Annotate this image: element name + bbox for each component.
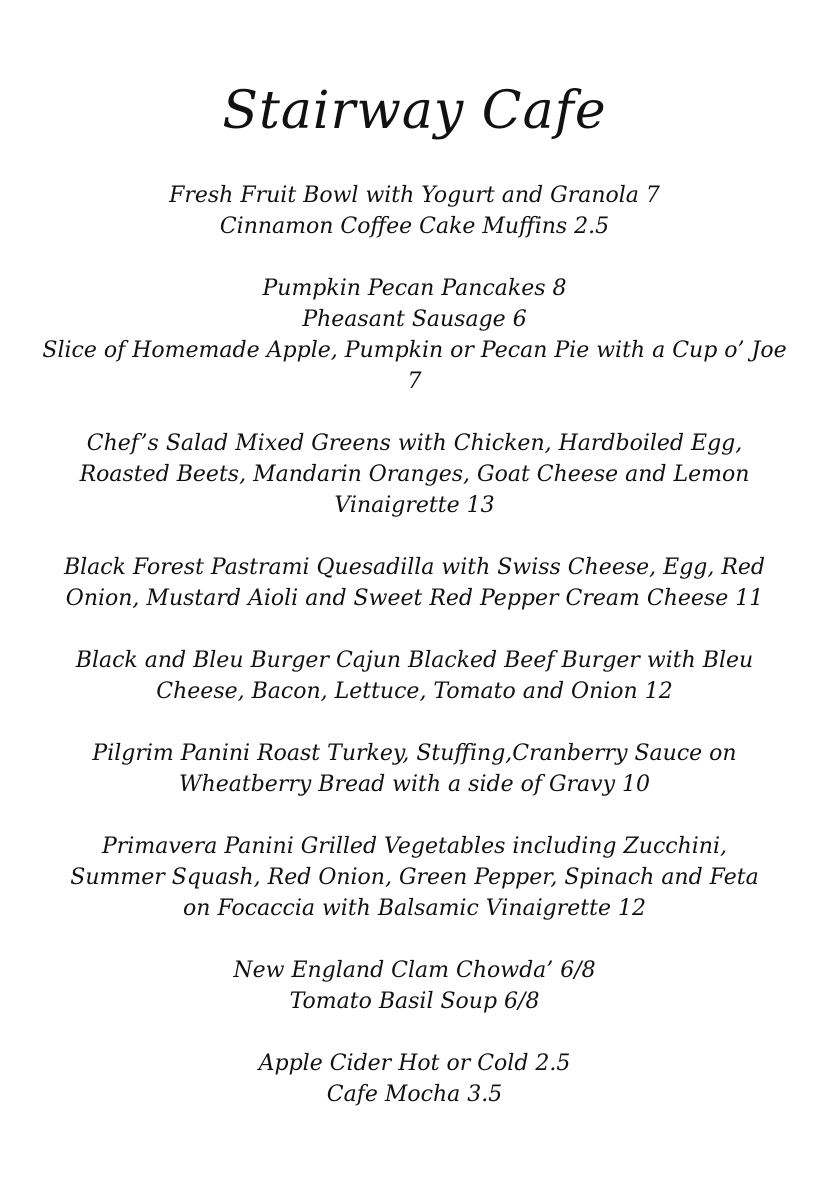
menu-item-line: Cafe Mocha 3.5 bbox=[326, 1082, 503, 1107]
menu-item-line: Pilgrim Panini Roast Turkey, Stuffing,Cranberry Sauce on bbox=[92, 741, 737, 766]
menu-item-line: Slice of Homemade Apple, Pumpkin or Pecan Pie with a Cup o’ Joe bbox=[42, 338, 787, 363]
menu-section-drinks bbox=[40, 1048, 789, 1110]
menu-item-line: Fresh Fruit Bowl with Yogurt and Granola 7 bbox=[169, 183, 660, 208]
menu-item-line: Black Forest Pastrami Quesadilla with Swiss Cheese, Egg, Red bbox=[63, 555, 766, 580]
menu-item-line: Wheatberry Bread with a side of Gravy 10 bbox=[178, 772, 651, 797]
menu-item-line: Pumpkin Pecan Pancakes 8 bbox=[262, 276, 567, 301]
menu-item-line: on Focaccia with Balsamic Vinaigrette 12 bbox=[183, 896, 646, 921]
menu-item-line: Onion, Mustard Aioli and Sweet Red Pepper Cream Cheese 11 bbox=[65, 586, 764, 611]
menu-item-line: New England Clam Chowda’ 6/8 bbox=[233, 958, 596, 983]
menu-section-burger bbox=[40, 645, 789, 707]
menu-section-primavera-panini bbox=[40, 831, 789, 924]
menu-item-line: Primavera Panini Grilled Vegetables including Zucchini, bbox=[101, 834, 727, 859]
menu-item-line: Chef’s Salad Mixed Greens with Chicken, Hardboiled Egg, bbox=[86, 431, 743, 456]
menu-item-line: Cinnamon Coffee Cake Muffins 2.5 bbox=[219, 214, 610, 239]
menu-section-pilgrim-panini bbox=[40, 738, 789, 800]
cafe-title: Stairway Cafe bbox=[222, 81, 607, 141]
menu-item-line: Pheasant Sausage 6 bbox=[302, 307, 527, 332]
menu-item-line: Black and Bleu Burger Cajun Blacked Beef Burger with Bleu bbox=[75, 648, 754, 673]
menu-list bbox=[40, 180, 789, 1110]
menu-section-soups bbox=[40, 955, 789, 1017]
menu-item-line: 7 bbox=[407, 369, 422, 394]
menu-section-breakfast-bakery bbox=[40, 180, 789, 242]
menu-item-line: Cheese, Bacon, Lettuce, Tomato and Onion 12 bbox=[156, 679, 673, 704]
menu-section-pancakes-pie bbox=[40, 273, 789, 397]
menu-section-quesadilla bbox=[40, 552, 789, 614]
menu-section-chefs-salad bbox=[40, 428, 789, 521]
menu-item-line: Apple Cider Hot or Cold 2.5 bbox=[258, 1051, 571, 1076]
menu-item-line: Summer Squash, Red Onion, Green Pepper, Spinach and Feta bbox=[70, 865, 759, 890]
menu-item-line: Tomato Basil Soup 6/8 bbox=[289, 989, 540, 1014]
menu-item-line: Vinaigrette 13 bbox=[334, 493, 495, 518]
menu-item-line: Roasted Beets, Mandarin Oranges, Goat Cheese and Lemon bbox=[79, 462, 750, 487]
